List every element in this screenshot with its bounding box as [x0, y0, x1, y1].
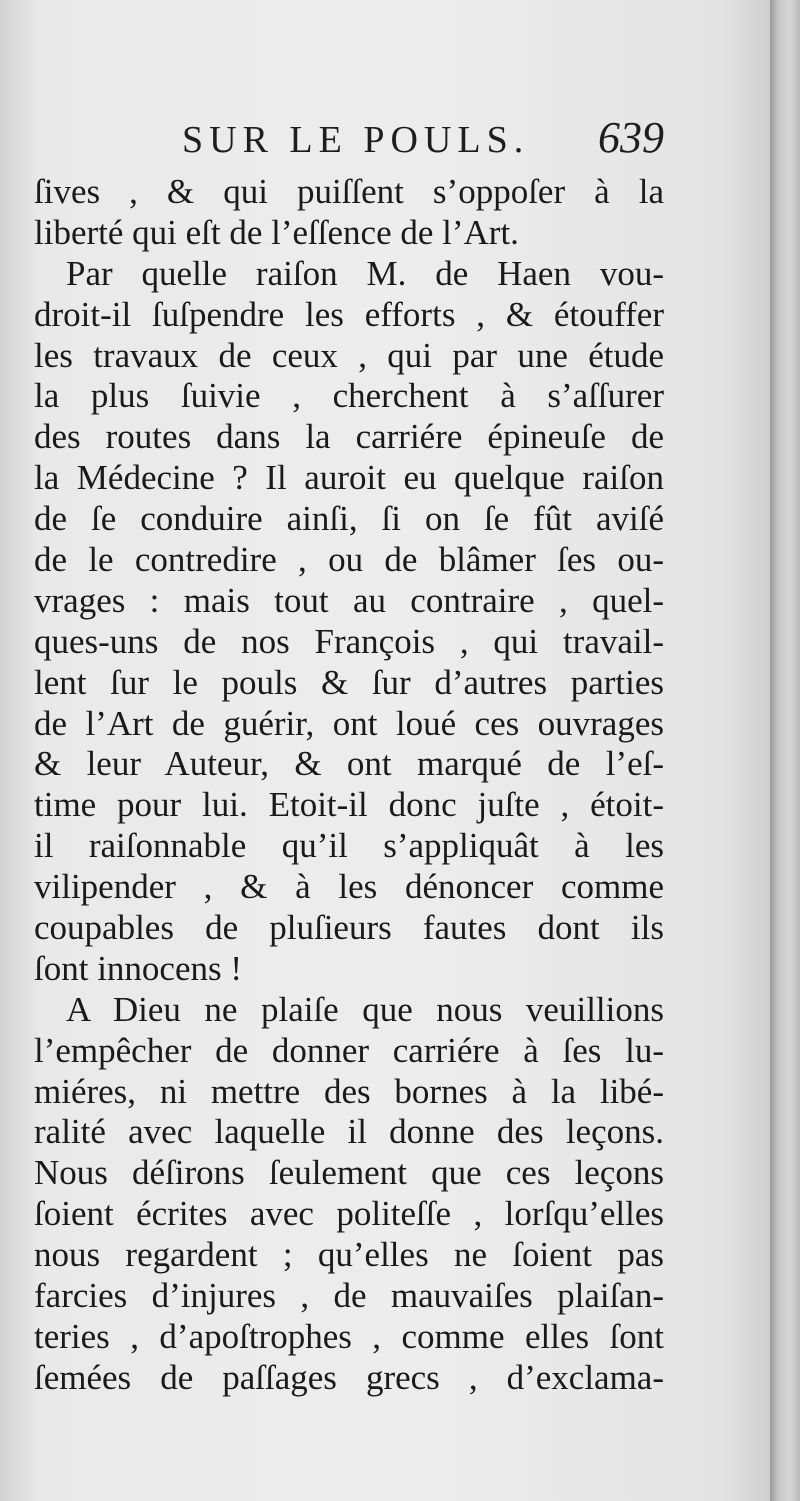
text-line: l’empêcher de donner carriére à ſes lu-: [34, 1030, 664, 1070]
text-line: les travaux de ceux , qui par une étude: [34, 335, 664, 375]
text-line: ques-uns de nos François , qui travail-: [34, 621, 664, 661]
text-line: Par quelle raiſon M. de Haen vou-: [66, 253, 664, 293]
text-line: coupables de pluſieurs fautes dont ils: [34, 908, 664, 948]
text-line: ſoient écrites avec politeſſe , lorſqu’elles: [34, 1194, 664, 1234]
text-line: miéres, ni mettre des bornes à la libé-: [34, 1071, 664, 1111]
text-line: des routes dans la carriére épineuſe de: [34, 417, 664, 457]
text-line: de le contredire , ou de blâmer ſes ou-: [34, 540, 664, 580]
text-line: la plus ſuivie , cherchent à s’aſſurer: [34, 376, 664, 416]
text-line: & leur Auteur, & ont marqué de l’eſ-: [34, 744, 664, 784]
page-header: [0, 113, 680, 168]
page-fore-edge: [770, 0, 800, 1501]
running-title: SUR LE POULS.: [182, 119, 530, 161]
text-line: A Dieu ne plaiſe que nous veuillions: [66, 989, 664, 1029]
text-line: ralité avec laquelle il donne des leçons.: [34, 1112, 664, 1152]
text-line: de l’Art de guérir, ont loué ces ouvrages: [34, 703, 664, 743]
text-line: teries , d’apoſtrophes , comme elles ſont: [34, 1316, 664, 1356]
text-line: vrages : mais tout au contraire , quel-: [34, 580, 664, 620]
text-line: nous regardent ; qu’elles ne ſoient pas: [34, 1235, 664, 1275]
text-line: ſemées de paſſages grecs , d’exclama-: [34, 1357, 664, 1397]
text-line: il raiſonnable qu’il s’appliquât à les: [34, 826, 664, 866]
text-line: droit-il ſuſpendre les efforts , & étouffer: [34, 294, 664, 334]
text-line: liberté qui eſt de l’eſſence de l’Art.: [34, 212, 519, 252]
body-text: [34, 172, 664, 1399]
page-number: 639: [598, 113, 664, 162]
text-line: time pour lui. Etoit-il donc juſte , étoit-: [34, 785, 664, 825]
text-line: farcies d’injures , de mauvaiſes plaiſan-: [34, 1276, 664, 1316]
text-line: ſives , & qui puiſſent s’oppoſer à la: [34, 172, 664, 211]
text-line: lent ſur le pouls & ſur d’autres parties: [34, 662, 664, 702]
text-line: la Médecine ? Il auroit eu quelque raiſon: [34, 458, 664, 498]
text-line: vilipender , & à les dénoncer comme: [34, 867, 664, 907]
text-line: de ſe conduire ainſi, ſi on ſe fût aviſé: [34, 499, 664, 539]
text-line: Nous déſirons ſeulement que ces leçons: [34, 1153, 664, 1193]
text-line: ſont innocens !: [34, 948, 243, 988]
